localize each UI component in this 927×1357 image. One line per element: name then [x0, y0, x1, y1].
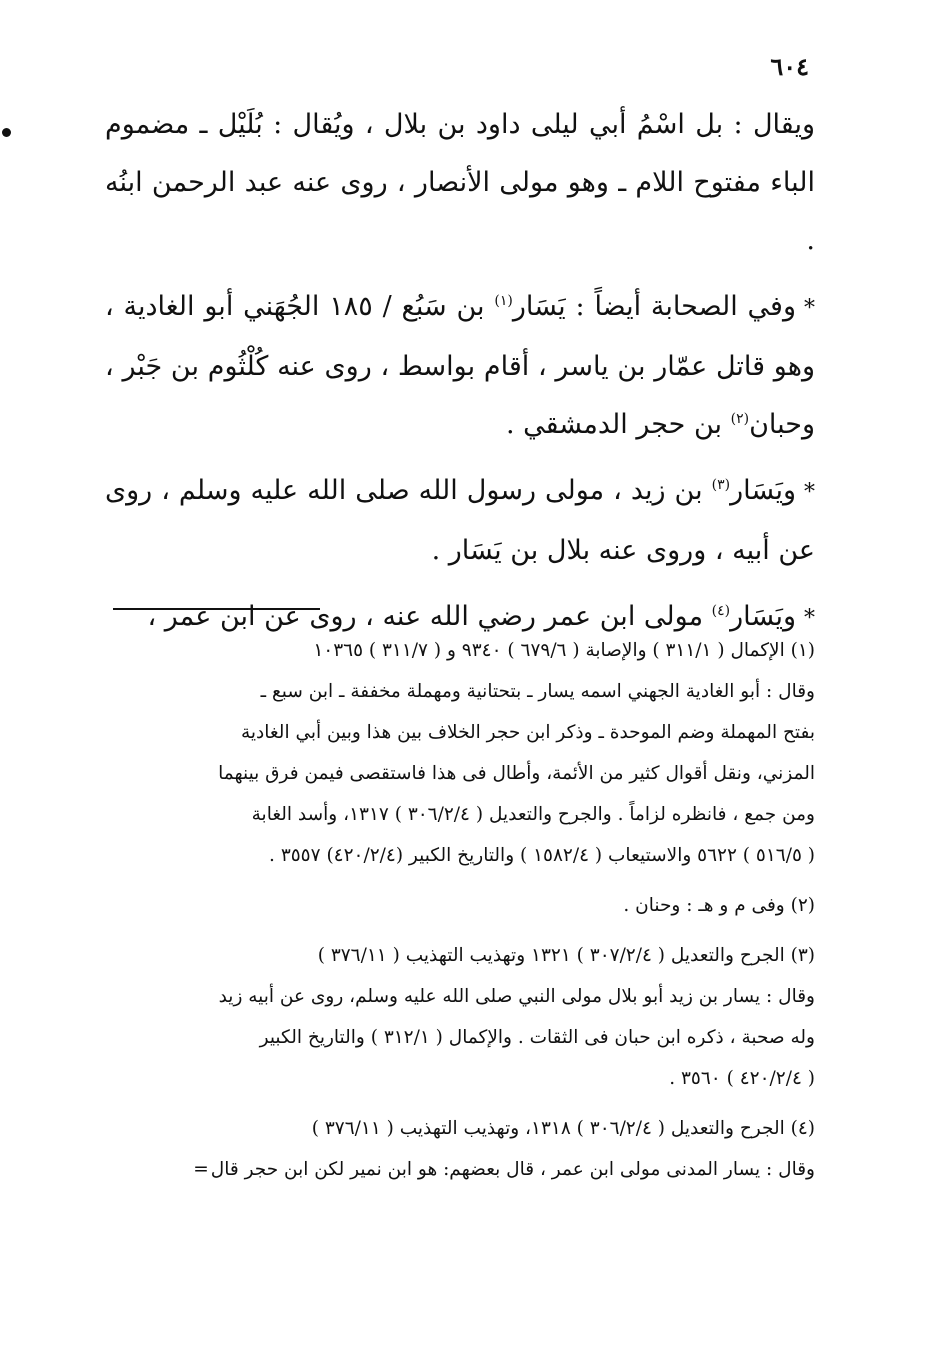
continuation-mark: = — [193, 1159, 207, 1180]
footnote-3 — [103, 935, 815, 1099]
paragraph-3-text-a: ويَسَار — [730, 475, 796, 506]
footnote-line-text: وقال : يسار المدنى مولى ابن عمر ، قال بعضهم: هو ابن نمير لكن ابن حجر قال — [210, 1159, 815, 1180]
footnote-separator-rule — [113, 608, 320, 610]
entry-star-marker: * — [804, 606, 815, 631]
footnote-line: (١) الإكمال ( ٣١١/١ ) والإصابة ( ٦٧٩/٦ ) ٩٣٤٠ و ( ٣١١/٧ ) ١٠٣٦٥ — [313, 640, 815, 661]
paragraph-4-text-b: مولى ابن عمر رضي الله عنه ، روى عن ابن عمر ، — [147, 601, 712, 632]
footnote-line: وقال : أبو الغادية الجهني اسمه يسار ـ بتحتانية ومهملة مخففة ـ ابن سبع ـ — [260, 681, 815, 702]
footnote-1 — [103, 630, 815, 876]
main-text — [105, 96, 815, 656]
paragraph-2-text-b: بن سَبُع — [391, 291, 495, 322]
footnote-line: (٤) الجرح والتعديل ( ٣٠٦/٢/٤ ) ١٣١٨، وتهذيب التهذيب ( ٣٧٦/١١ ) — [311, 1118, 815, 1139]
footnote-line: ( ٥١٦/٥ ) ٥٦٢٢ والاستيعاب ( ١٥٨٢/٤ ) والتاريخ الكبير (٤٢٠/٢/٤) ٣٥٥٧ . — [269, 845, 815, 866]
entry-star-marker: * — [804, 480, 815, 505]
page-number: ٦٠٤ — [770, 52, 809, 81]
paragraph-4-text-a: ويَسَار — [730, 601, 796, 632]
margin-dot-mark — [2, 128, 11, 137]
footnote-ref-1: (١) — [494, 293, 513, 309]
footnote-line: وقال : يسار بن زيد أبو بلال مولى النبي صلى الله عليه وسلم، روى عن أبيه زيد — [218, 986, 815, 1007]
footnote-line: بفتح المهملة وضم الموحدة ـ وذكر ابن حجر الخلاف بين هذا وبين أبي الغادية — [240, 722, 815, 743]
footnote-ref-2: (٢) — [730, 411, 750, 427]
footnote-ref-3: (٣) — [711, 477, 731, 493]
footnote-line: ومن جمع ، فانظره لزاماً . والجرح والتعديل ( ٣٠٦/٢/٤ ) ١٣١٧، وأسد الغابة — [251, 804, 815, 825]
footnote-line-last — [103, 1149, 815, 1190]
footnote-2 — [103, 885, 815, 926]
paragraph-2-text-c: الجُهَني أبو الغادية ، وهو قاتل عمّار بن ياسر ، أقام بواسط ، روى عنه كُلْثُوم بن جَبْر ، وحبان — [105, 291, 815, 440]
footnotes — [103, 630, 815, 1199]
manuscript-folio-ref: / ١٨٥ — [329, 291, 392, 322]
footnote-line: وله صحبة ، ذكره ابن حبان فى الثقات . والإكمال ( ٣١٢/١ ) والتاريخ الكبير — [259, 1027, 815, 1048]
footnote-line: (٢) وفى م و هـ : وحنان . — [623, 895, 815, 916]
paragraph-2-text-d: بن حجر الدمشقي . — [505, 409, 731, 440]
entry-star-marker: * — [803, 296, 815, 321]
paragraph-1-text: ويقال : بل اسْمُ أبي ليلى داود بن بلال ، ويُقال : بُلَيْل ـ مضموم الباء مفتوح اللام ـ وهو مولى الأنصار ، روى عنه عبد الرحمن ابنُه . — [105, 109, 815, 256]
paragraph-3-text-b: بن زيد ، مولى رسول الله صلى الله عليه وسلم ، روى عن أبيه ، وروى عنه بلال بن يَسَار . — [105, 475, 815, 566]
paragraph-3 — [105, 462, 815, 580]
footnote-line: المزني، ونقل أقوال كثير من الأئمة، وأطال فى هذا فاستقصى فيمن فرق بينهما — [218, 763, 815, 784]
footnote-line: ( ٤٢٠/٢/٤ ) ٣٥٦٠ . — [669, 1068, 815, 1089]
paragraph-2 — [105, 278, 815, 454]
footnote-4 — [103, 1108, 815, 1190]
footnote-ref-4: (٤) — [711, 603, 731, 619]
paragraph-1 — [105, 96, 815, 270]
footnote-line: (٣) الجرح والتعديل ( ٣٠٧/٢/٤ ) ١٣٢١ وتهذيب التهذيب ( ٣٧٦/١١ ) — [317, 945, 815, 966]
paragraph-2-text-a: وفي الصحابة أيضاً : يَسَار — [512, 291, 796, 322]
